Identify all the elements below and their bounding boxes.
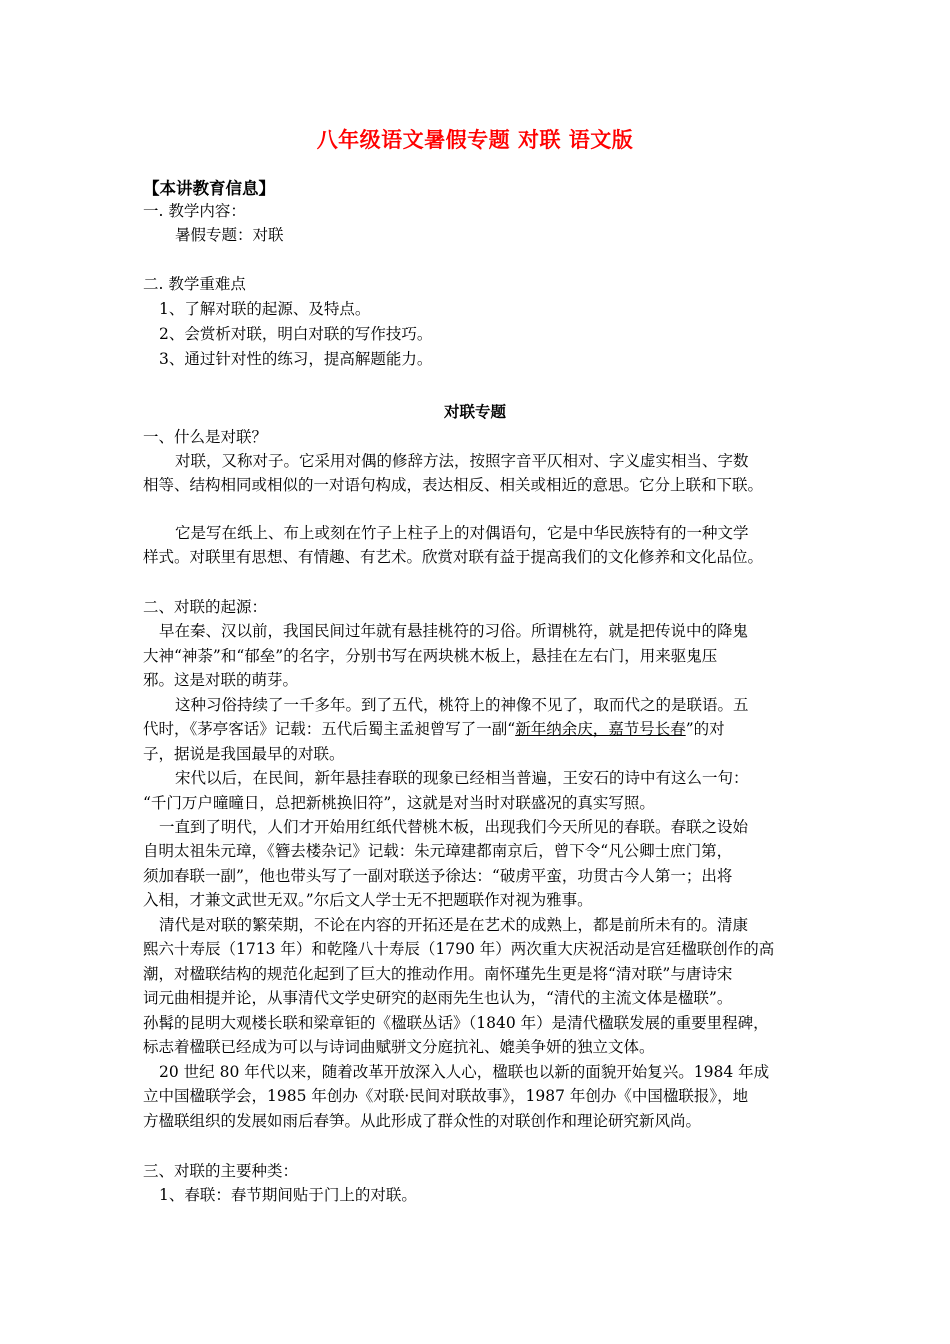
paragraph-line: 邪。这是对联的萌芽。 <box>143 671 299 689</box>
paragraph-line: 这种习俗持续了一千多年。到了五代，桃符上的神像不见了，取而代之的是联语。五 <box>175 696 749 714</box>
text-run: 代时，《茅亭客话》记载：五代后蜀主孟昶曾写了一副“ <box>143 720 516 738</box>
paragraph-line: 清代是对联的繁荣期，不论在内容的开拓还是在艺术的成熟上，都是前所未有的。清康 <box>159 916 749 934</box>
teaching-content-text: 暑假专题：对联 <box>175 226 284 244</box>
paragraph-line: 潮，对楹联结构的规范化起到了巨大的推动作用。南怀瑾先生更是将“清对联”与唐诗宋 <box>143 965 733 983</box>
types-item: 1、春联：春节期间贴于门上的对联。 <box>159 1186 417 1204</box>
text-run: ”的对 <box>685 720 725 738</box>
paragraph-line: 对联，又称对子。它采用对偶的修辞方法，按照字音平仄相对、字义虚实相当、字数 <box>175 452 749 470</box>
key-point-item: 3、通过针对性的练习，提高解题能力。 <box>159 350 433 368</box>
paragraph-line: 一直到了明代，人们才开始用红纸代替桃木板，出现我们今天所见的春联。春联之设始 <box>159 818 749 836</box>
paragraph-line: 入相，才兼文武世无双。”尔后文人学士无不把题联作对视为雅事。 <box>143 891 593 909</box>
paragraph-line <box>143 718 813 741</box>
paragraph-line: “千门万户曈曈日，总把新桃换旧符”，这就是对当时对联盛况的真实写照。 <box>143 794 655 812</box>
what-is-heading: 一、什么是对联？ <box>143 428 268 446</box>
paragraph-line: 早在秦、汉以前，我国民间过年就有悬挂桃符的习俗。所谓桃符，就是把传说中的降鬼 <box>159 622 749 640</box>
paragraph-line: 样式。对联里有思想、有情趣、有艺术。欣赏对联有益于提高我们的文化修养和文化品位。 <box>143 548 764 566</box>
topic-heading: 对联专题 <box>443 402 506 421</box>
paragraph-line: 大神“神荼”和“郁垒”的名字，分别书写在两块桃木板上，悬挂在左右门，用来驱鬼压 <box>143 647 718 665</box>
paragraph-line: 词元曲相提并论，从事清代文学史研究的赵雨先生也认为，“清代的主流文体是楹联”。 <box>143 989 733 1007</box>
teaching-content-heading: 一. 教学内容： <box>143 202 246 220</box>
paragraph-line: 须加春联一副”，他也带头写了一副对联送予徐达：“破虏平蛮，功贯古今人第一；出将 <box>143 867 733 885</box>
paragraph-line: 熙六十寿辰（1713 年）和乾隆八十寿辰（1790 年）两次重大庆祝活动是宫廷楹联创作的高 <box>143 940 775 958</box>
key-points-heading: 二. 教学重难点 <box>143 275 246 293</box>
key-point-item: 2、会赏析对联，明白对联的写作技巧。 <box>159 325 433 343</box>
paragraph-line: 子，据说是我国最早的对联。 <box>143 745 345 763</box>
origin-heading: 二、对联的起源： <box>143 598 268 616</box>
paragraph-line: 自明太祖朱元璋，《簪去楼杂记》记载：朱元璋建都南京后，曾下令“凡公卿士庶门第， <box>143 842 733 860</box>
paragraph-line: 立中国楹联学会，1985 年创办《对联·民间对联故事》，1987 年创办《中国楹联报》，地 <box>143 1087 749 1105</box>
types-heading: 三、对联的主要种类： <box>143 1162 299 1180</box>
document-title: 八年级语文暑假专题 对联 语文版 <box>316 127 634 152</box>
paragraph-line: 方楹联组织的发展如雨后春笋。从此形成了群众性的对联创作和理论研究新风尚。 <box>143 1112 702 1130</box>
key-point-item: 1、了解对联的起源、及特点。 <box>159 300 371 318</box>
paragraph-line: 相等、结构相同或相似的一对语句构成，表达相反、相关或相近的意思。它分上联和下联。 <box>143 476 764 494</box>
paragraph-line: 20 世纪 80 年代以来，随着改革开放深入人心，楹联也以新的面貌开始复兴。1984 年成 <box>159 1063 770 1081</box>
paragraph-line: 宋代以后，在民间，新年悬挂春联的现象已经相当普遍，王安石的诗中有这么一句： <box>175 769 749 787</box>
underlined-couplet: 新年纳余庆，嘉节号长春 <box>515 720 686 738</box>
paragraph-line: 标志着楹联已经成为可以与诗词曲赋骈文分庭抗礼、媲美争妍的独立文体。 <box>143 1038 655 1056</box>
paragraph-line: 孙髯的昆明大观楼长联和梁章钜的《楹联丛话》（1840 年）是清代楹联发展的重要里程碑， <box>143 1014 769 1032</box>
info-heading: 【本讲教育信息】 <box>143 179 275 198</box>
paragraph-line: 它是写在纸上、布上或刻在竹子上柱子上的对偶语句，它是中华民族特有的一种文学 <box>175 524 749 542</box>
